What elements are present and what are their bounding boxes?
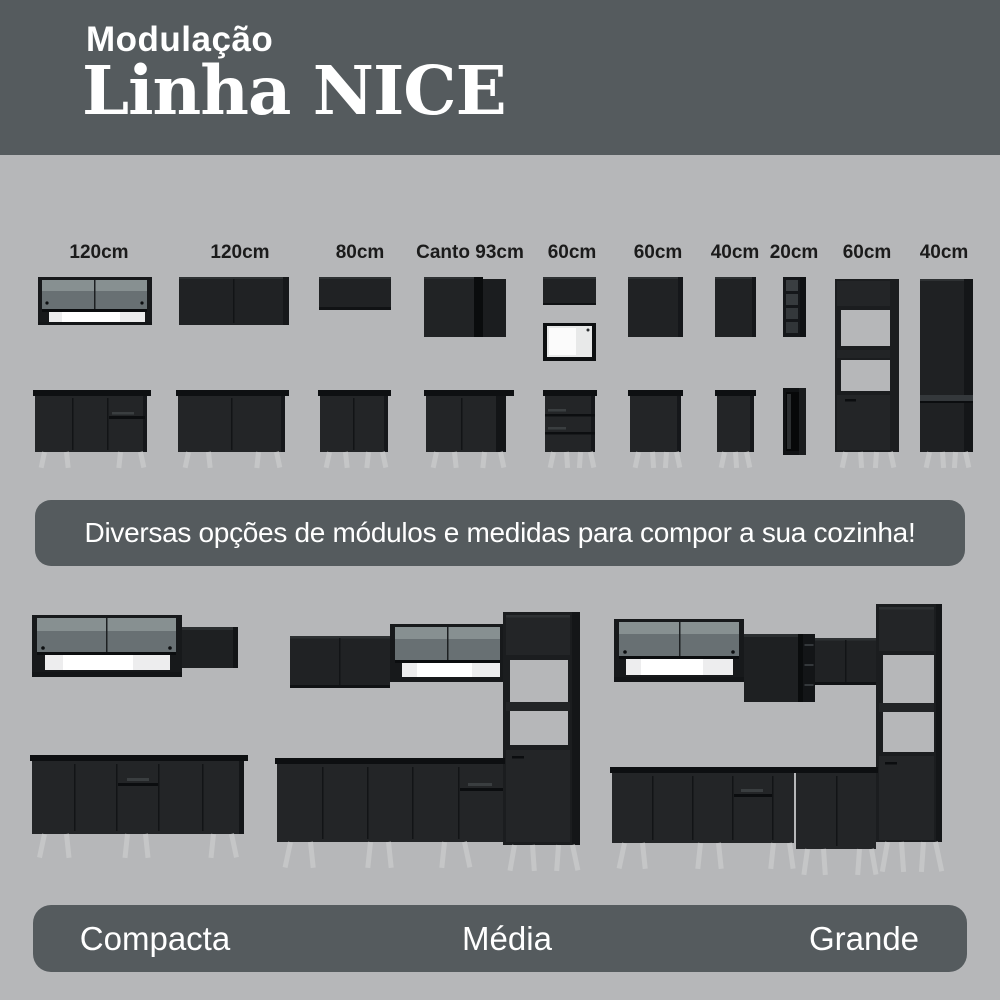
media-base-cabinet — [275, 758, 505, 868]
base-cabinet-20-open — [783, 388, 806, 455]
base-cabinet-40 — [715, 390, 756, 468]
wall-cabinet-60-small — [543, 277, 596, 305]
grande-tall-tower — [876, 604, 944, 872]
modules-artwork — [0, 270, 1000, 485]
wall-cabinet-corner — [424, 277, 506, 337]
tall-pantry-40 — [920, 279, 973, 468]
module-size-label: 40cm — [710, 242, 760, 263]
compacta-wall-cabinets — [32, 615, 238, 677]
grande-wall-cabinets — [614, 619, 876, 702]
wall-cabinet-60 — [628, 277, 683, 337]
wall-cabinet-60-lit-glass — [543, 323, 596, 361]
grande-base-cabinets — [610, 767, 878, 875]
module-size-label: Canto 93cm — [416, 242, 524, 263]
header — [0, 0, 1000, 155]
module-size-label: 20cm — [769, 242, 819, 263]
kitchen-size-label-media: Média — [462, 919, 552, 957]
header-kicker: Modulação — [86, 20, 274, 59]
wall-cabinet-80 — [319, 277, 391, 310]
wall-cabinet-120 — [179, 277, 289, 325]
base-cabinet-120 — [176, 390, 289, 468]
module-size-label: 120cm — [69, 242, 129, 263]
wall-cabinet-40 — [715, 277, 756, 337]
base-cabinet-corner — [424, 390, 514, 468]
media-tall-tower — [503, 612, 580, 871]
shelf-unit-20 — [783, 277, 806, 337]
module-size-label: 60cm — [633, 242, 683, 263]
page-title: Linha NICE — [82, 51, 506, 130]
kitchen-size-label-compacta: Compacta — [79, 919, 231, 957]
module-size-label: 80cm — [335, 242, 385, 263]
module-size-label: 60cm — [842, 242, 892, 263]
kitchen-size-label-grande: Grande — [808, 919, 920, 957]
kitchen-media-image — [272, 600, 607, 900]
base-cabinet-120-drawer — [33, 390, 151, 468]
kitchen-sizes-band — [33, 905, 967, 972]
banner — [35, 500, 965, 566]
module-size-label: 60cm — [547, 242, 597, 263]
base-cabinet-80 — [318, 390, 391, 468]
module-size-label: 40cm — [919, 242, 969, 263]
tall-tower-60 — [835, 279, 899, 468]
base-cabinet-60-drawers — [543, 390, 597, 468]
media-wall-cabinets — [290, 624, 505, 688]
banner-text: Diversas opções de módulos e medidas para compor a sua cozinha! — [84, 517, 916, 548]
wall-cabinet-120-glass — [38, 277, 152, 325]
base-cabinet-60 — [628, 390, 683, 468]
compacta-base-cabinet — [30, 755, 248, 858]
kitchen-compacta-image — [15, 608, 285, 898]
kitchen-grande-image — [595, 592, 995, 907]
module-size-label: 120cm — [210, 242, 270, 263]
